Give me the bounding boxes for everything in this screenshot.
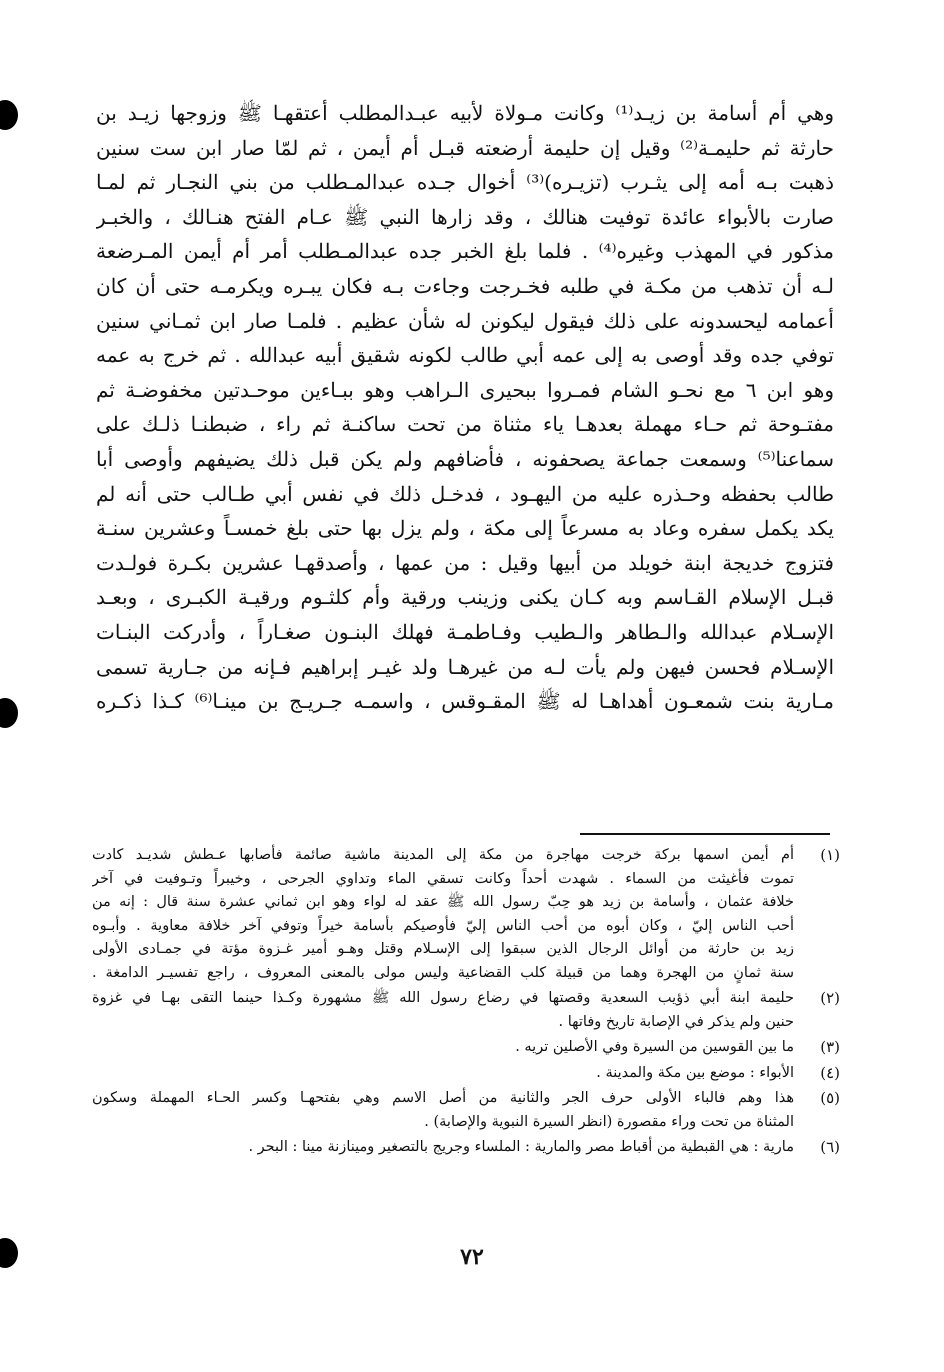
- footnote-line: الأبواء : موضع بين مكة والمدينة .: [596, 1064, 794, 1081]
- footnotes-section: [92, 844, 840, 1162]
- footnote-body: [92, 1036, 794, 1060]
- footnote: [92, 987, 840, 1034]
- footnote-line: المثناة من تحت وراء مقصورة (انظر السيرة النبوية والإصابة) .: [424, 1113, 794, 1130]
- body-line: قبـل الإسلام القـاسم وبه كـان يكنى وزينب ورقية وأم كلثـوم ورقيـة الكبـرى ، وبعـد: [96, 585, 834, 610]
- body-line: حارثة ثم حليمـة⁽²⁾ وقيل إن حليمة أرضعته قبـل أم أيمن ، ثم لمّا صار ابن ست سنين: [96, 135, 834, 160]
- footnote-line: سنة ثمانٍ من الهجرة وهما من قبيلة كلب القضاعية وليس مولى بالمعنى المعروف ، راجع تفسيـر الدامغة .: [92, 964, 794, 981]
- footnote-line: ما بين القوسين من السيرة وفي الأصلين تريه .: [515, 1039, 794, 1055]
- footnote-line: أحب الناس إليّ ، وكان أبوه من أحب الناس إليّ فأوصيكم بأسامة خيراً وتوفي آخر خلافة معاوية . وأبـوه: [92, 917, 794, 934]
- footnote-line: خلافة عثمان ، وأسامة بن زيد هو حِبّ رسول الله ﷺ عقد له لواء وهو ابن ثماني عشرة سنة قال : إنه من: [92, 894, 794, 910]
- footnote-number: (٣): [820, 1038, 840, 1056]
- punch-hole-mark: [0, 100, 18, 130]
- body-line: ذهبت بـه أمه إلى يثـرب (تزيـره)⁽³⁾ أخوال جـده عبدالمـطلب من بني النجـار ثم لمـا: [96, 170, 834, 195]
- footnote-line: أم أيمن اسمها بركة خرجت مهاجرة من مكة إلى المدينة ماشية صائمة فأصابها عـطش شديـد كادت: [92, 847, 794, 863]
- footnote-number: (٦): [820, 1138, 840, 1156]
- footnote: [92, 1136, 840, 1160]
- footnote-number: (٥): [820, 1089, 840, 1107]
- footnote-body: [92, 1062, 794, 1086]
- body-line: مذكور في المهذب وغيره⁽⁴⁾ . فلما بلغ الخبر جده عبدالمـطلب أمر أم أيمن المـرضعة: [96, 239, 834, 264]
- body-line: صارت بالأبواء عائدة توفيت هنالك ، وقد زارها النبي ﷺ عـام الفتح هنـالك ، والخبـر: [96, 204, 834, 229]
- body-line: طالب بحفظه وحـذره عليه من اليهـود ، فدخـل ذلك في نفس أبي طـالب حتى أنه لم: [96, 481, 834, 506]
- body-line: يكد يكمل سفره وعاد به مسرعاً إلى مكة ، ولم يزل بها حتى بلغ خمسـاً وعشرين سنـة: [96, 516, 834, 541]
- punch-hole-mark: [0, 698, 18, 728]
- body-line: لـه أن تذهب من مكـة في طلبه فخـرجت وجاءت بـه فكان يبـره ويكرمـه حتى أن كان: [96, 273, 834, 298]
- footnote-line: حنين ولم يذكر في الإصابة تاريخ وفاتها .: [558, 1013, 794, 1030]
- footnote-line: زيد بن حارثة من أوائل الرجال الذين سبقوا إلى الإسـلام وقتل وهـو أمير غـزوة مؤتة في جمـادى الأولى: [92, 941, 794, 957]
- footnote-line: تموت فأغيثت من السماء . شهدت أحداً وكانت تسقي الماء وتداوي الجرحى ، وخيبراً وتـوفيت في آخر: [92, 870, 794, 887]
- footnote-body: [92, 844, 794, 985]
- footnote-separator: [580, 833, 830, 835]
- footnote-body: [92, 1087, 794, 1134]
- footnote-body: [92, 1136, 794, 1160]
- body-line: فتزوج خديجة ابنة خويلد من أبيها وقيل : من عمها ، وأصدقهـا عشرين بكـرة فولـدت: [96, 550, 834, 575]
- footnote-line: مارية : هي القبطية من أقباط مصر والمارية : الملساء وجريج بالتصغير ومينازنة مينا : البحر .: [248, 1139, 794, 1155]
- body-line: توفي جده وقد أوصى به إلى عمه أبي طالب لكونه شقيق أبيه عبدالله . ثم خرج به عمه: [96, 343, 834, 368]
- body-line: وهو ابن ٦ مع نحـو الشام فمـروا ببحيرى الـراهب وهو ببـاءين موحـدتين مخفوضـة ثم: [96, 377, 834, 402]
- footnote: [92, 1062, 840, 1086]
- footnote: [92, 1036, 840, 1060]
- body-line: الإسـلام فحسن فيهن ولم يأت لـه من غيرهـا ولد غيـر إبراهيم فـإنه من جـارية تسمى: [96, 654, 834, 679]
- footnote-number: (٢): [820, 989, 840, 1007]
- body-line: مـارية بنت شمعـون أهداهـا له ﷺ المقـوقس ، واسمـه جـريـج بن مينـا⁽⁶⁾ كـذا ذكـره: [96, 689, 834, 714]
- body-line: الإسـلام عبدالله والـطاهر والـطيب وفـاطمـة فهلك البنـون صغـاراً ، وأدركت البنـات: [96, 619, 834, 644]
- footnote-number: (٤): [820, 1063, 840, 1082]
- body-line: أعمامه ليحسدونه على ذلك فيقول ليكونن له شأن عظيم . فلمـا صار ابن ثمـاني سنين: [96, 308, 834, 333]
- body-line: سماعنا⁽⁵⁾ وسمعت جماعة يصحفونه ، فأضافهم ولم يكن قبل ذلك يضيفهم وأوصى أبا: [96, 446, 834, 471]
- page-number: ٧٢: [460, 1244, 484, 1270]
- footnote-line: حليمة ابنة أبي ذؤيب السعدية وقصتها في رضاع رسول الله ﷺ مشهورة وكـذا حينما التقى بهـا في غزوة: [92, 990, 794, 1006]
- footnote: [92, 844, 840, 985]
- footnote-number: (١): [820, 846, 840, 864]
- body-line: وهي أم أسامة بن زيـد⁽¹⁾ وكانت مـولاة لأبيه عبـدالمطلب أعتقهـا ﷺ وزوجها زيـد بن: [96, 101, 834, 125]
- footnote: [92, 1087, 840, 1134]
- footnote-body: [92, 987, 794, 1034]
- main-body-text: [96, 96, 834, 719]
- footnote-line: هذا وهم فالباء الأولى حرف الجر والثانية من أصل الاسم وهي بفتحهـا وكسر الحـاء المهملة وسكون: [92, 1090, 794, 1106]
- body-line: مفتـوحة ثم حـاء مهملة بعدهـا ياء مثناة من تحت ساكنـة ثم راء ، ضبطنـا ذلـك على: [96, 412, 834, 437]
